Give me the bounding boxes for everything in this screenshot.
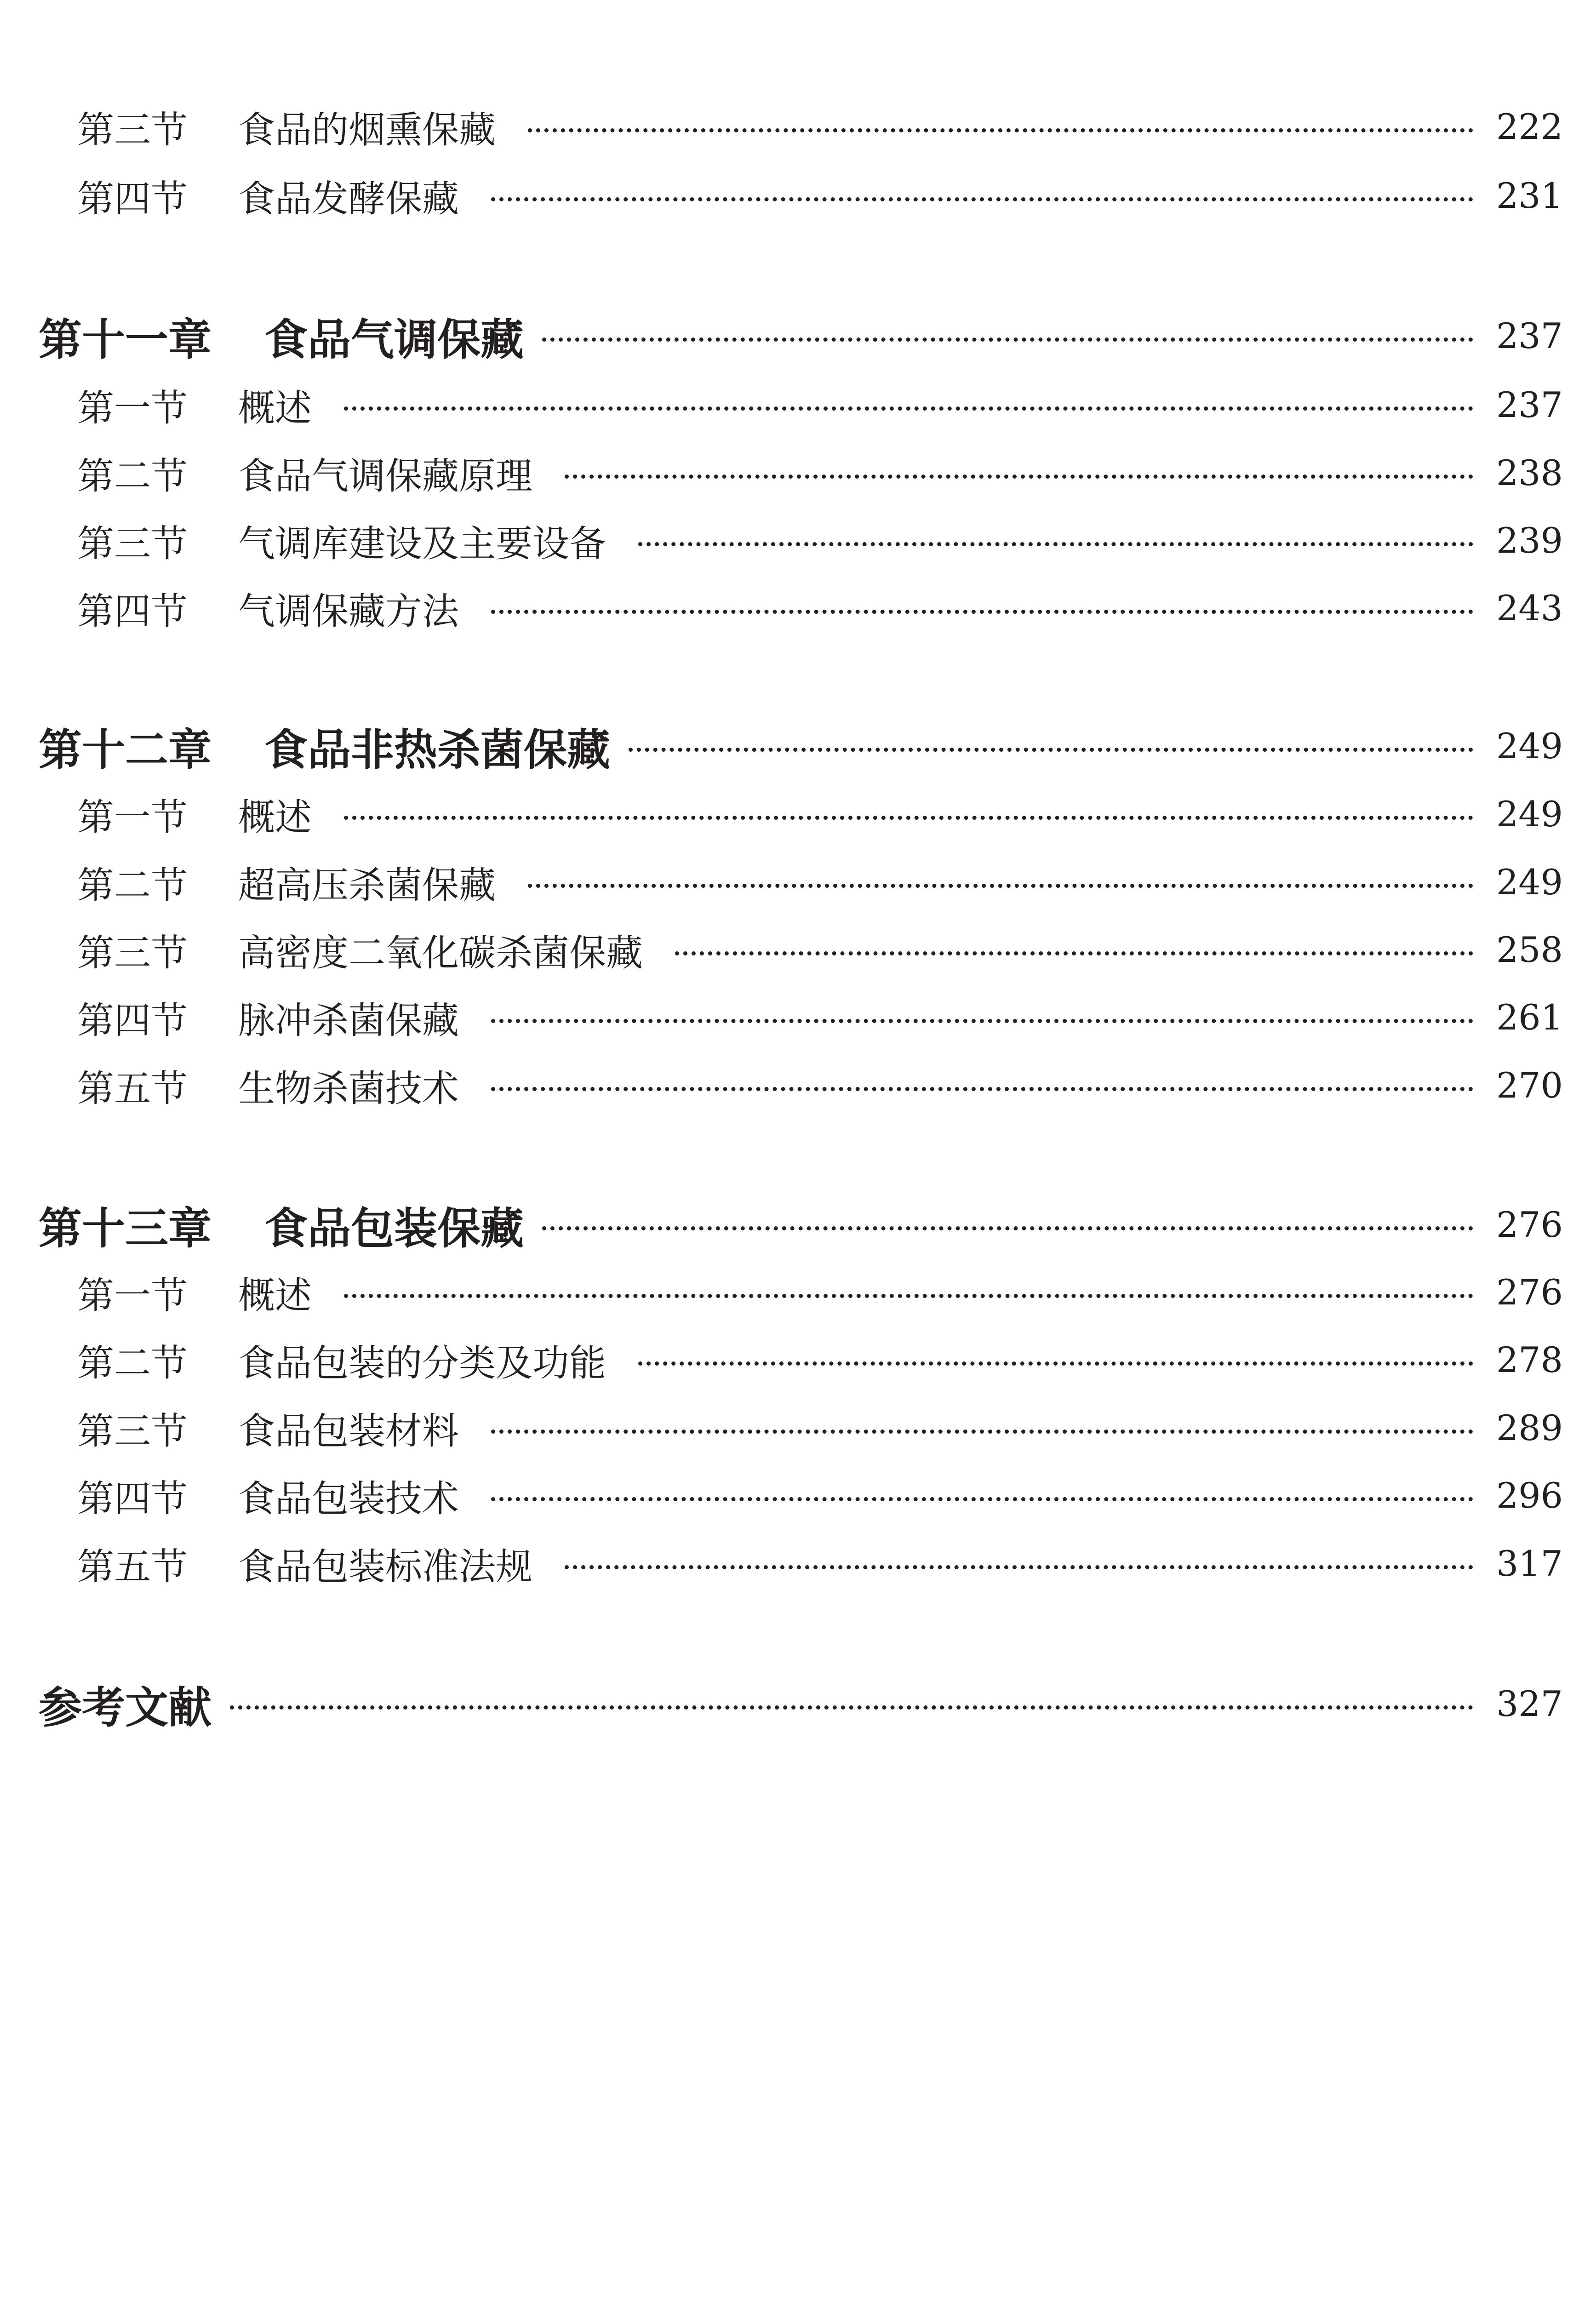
toc-entry[interactable] (0, 370, 1596, 439)
dot-leader (491, 197, 1473, 201)
section-title: 食品发酵保藏 (238, 177, 459, 220)
dot-leader (629, 748, 1473, 752)
chapter-number: 第十三章 (39, 1203, 212, 1254)
chapter-number: 第十二章 (39, 725, 212, 775)
toc-entry[interactable] (0, 1461, 1596, 1530)
section-title: 气调保藏方法 (238, 589, 459, 633)
toc-entry[interactable] (0, 573, 1596, 642)
page-number: 249 (1496, 793, 1563, 835)
toc-entry[interactable] (0, 1529, 1596, 1598)
page-number: 258 (1496, 929, 1563, 970)
page-number: 278 (1496, 1339, 1563, 1380)
page-number: 296 (1496, 1475, 1563, 1516)
toc-entry[interactable] (0, 92, 1596, 161)
toc-entry[interactable] (0, 1051, 1596, 1120)
section-number: 第三节 (77, 931, 188, 974)
page-number: 243 (1496, 587, 1563, 629)
page-number: 237 (1496, 384, 1563, 425)
section-title: 食品的烟熏保藏 (238, 108, 496, 151)
section-number: 第四节 (77, 999, 188, 1042)
toc-entry[interactable] (0, 161, 1596, 230)
toc-entry[interactable] (0, 983, 1596, 1052)
dot-leader (565, 1565, 1473, 1569)
section-title: 食品包装材料 (238, 1409, 459, 1453)
section-title: 生物杀菌技术 (238, 1067, 459, 1110)
toc-entry[interactable] (0, 1393, 1596, 1462)
section-number: 第二节 (77, 454, 188, 498)
section-title: 超高压杀菌保藏 (238, 864, 496, 907)
dot-leader (542, 1226, 1473, 1230)
dot-leader (491, 1087, 1473, 1091)
section-number: 第五节 (77, 1545, 188, 1588)
page-number: 276 (1496, 1204, 1563, 1245)
chapter-title: 食品气调保藏 (264, 315, 524, 365)
toc-entry[interactable] (0, 506, 1596, 575)
dot-leader (491, 610, 1473, 614)
page-number: 238 (1496, 452, 1563, 493)
section-number: 第二节 (77, 864, 188, 907)
page-number: 270 (1496, 1064, 1563, 1106)
section-number: 第四节 (77, 177, 188, 220)
section-number: 第二节 (77, 1341, 188, 1384)
section-title: 食品包装标准法规 (238, 1545, 532, 1588)
toc-entry[interactable] (0, 438, 1596, 507)
section-number: 第四节 (77, 589, 188, 633)
toc-entry[interactable] (0, 915, 1596, 984)
page-number: 317 (1496, 1543, 1563, 1584)
dot-leader (528, 128, 1473, 132)
section-title: 高密度二氧化碳杀菌保藏 (238, 931, 643, 974)
section-title: 食品包装技术 (238, 1477, 459, 1520)
section-number: 第一节 (77, 795, 188, 839)
section-number: 第五节 (77, 1067, 188, 1110)
section-number: 第三节 (77, 522, 188, 565)
dot-leader (491, 1430, 1473, 1434)
dot-leader (491, 1019, 1473, 1023)
page-number: 327 (1496, 1683, 1563, 1724)
section-number: 第三节 (77, 108, 188, 151)
page-number: 249 (1496, 725, 1563, 766)
dot-leader (344, 1294, 1473, 1298)
page-number: 276 (1496, 1271, 1563, 1313)
dot-leader (491, 1497, 1473, 1501)
dot-leader (344, 816, 1473, 820)
page-number: 289 (1496, 1407, 1563, 1448)
dot-leader (565, 475, 1473, 479)
dot-leader (542, 337, 1473, 342)
dot-leader (638, 1361, 1473, 1366)
section-title: 食品气调保藏原理 (238, 454, 532, 498)
dot-leader (528, 884, 1473, 888)
section-number: 第一节 (77, 386, 188, 429)
chapter-number: 第十一章 (39, 315, 212, 365)
section-title: 概述 (238, 795, 312, 839)
page-number: 231 (1496, 175, 1563, 216)
page-number: 222 (1496, 106, 1563, 147)
toc-entry[interactable] (0, 847, 1596, 916)
page-number: 237 (1496, 315, 1563, 356)
section-title: 食品包装的分类及功能 (238, 1341, 606, 1384)
page-number: 261 (1496, 996, 1563, 1038)
section-number: 第三节 (77, 1409, 188, 1453)
dot-leader (638, 542, 1473, 546)
dot-leader (230, 1705, 1473, 1710)
dot-leader (344, 406, 1473, 411)
toc-entry[interactable] (0, 779, 1596, 848)
toc-chapter-entry[interactable] (0, 301, 1596, 370)
chapter-title: 食品非热杀菌保藏 (264, 725, 611, 775)
toc-entry[interactable] (0, 1325, 1596, 1394)
page-number: 239 (1496, 520, 1563, 561)
toc-chapter-entry[interactable] (0, 711, 1596, 780)
section-number: 第一节 (77, 1274, 188, 1317)
toc-chapter-entry[interactable] (0, 1190, 1596, 1259)
section-title: 脉冲杀菌保藏 (238, 999, 459, 1042)
section-title: 气调库建设及主要设备 (238, 522, 606, 565)
chapter-title: 食品包装保藏 (264, 1203, 524, 1254)
toc-entry[interactable] (0, 1258, 1596, 1327)
page-number: 249 (1496, 861, 1563, 903)
toc-references-entry[interactable] (0, 1669, 1596, 1738)
section-title: 概述 (238, 1274, 312, 1317)
dot-leader (675, 951, 1473, 955)
section-number: 第四节 (77, 1477, 188, 1520)
section-title: 概述 (238, 386, 312, 429)
references-title: 参考文献 (39, 1682, 212, 1733)
